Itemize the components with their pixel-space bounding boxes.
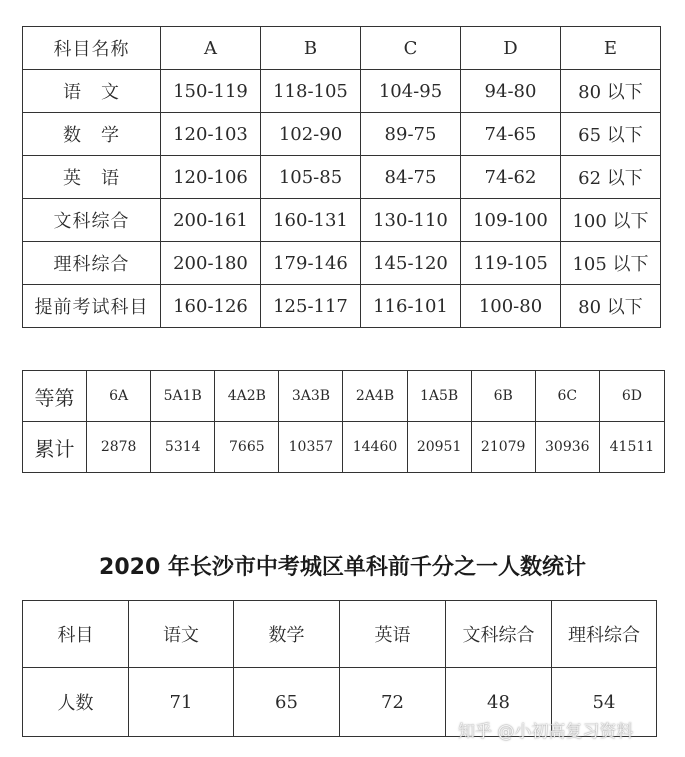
count-row xyxy=(23,422,665,473)
header-cell: B xyxy=(261,27,361,70)
grade-cell: 6C xyxy=(535,371,599,422)
count-cell: 10357 xyxy=(279,422,343,473)
table-cell: 80 以下 xyxy=(561,285,661,328)
grade-cell: 5A1B xyxy=(151,371,215,422)
table-cell: 80 以下 xyxy=(561,70,661,113)
row-label: 语 文 xyxy=(23,70,161,113)
subject-row xyxy=(23,601,657,668)
count-cell: 7665 xyxy=(215,422,279,473)
table-cell: 100 以下 xyxy=(561,199,661,242)
row-label: 数 学 xyxy=(23,113,161,156)
table-row xyxy=(23,156,661,199)
count-cell: 48 xyxy=(446,668,552,737)
table-cell: 102-90 xyxy=(261,113,361,156)
count-cell: 54 xyxy=(552,668,657,737)
count-cell: 21079 xyxy=(471,422,535,473)
row-label: 文科综合 xyxy=(23,199,161,242)
table-cell: 84-75 xyxy=(361,156,461,199)
header-cell: E xyxy=(561,27,661,70)
grade-cell: 2A4B xyxy=(343,371,407,422)
subject-cell: 英语 xyxy=(340,601,446,668)
count-cell: 14460 xyxy=(343,422,407,473)
subject-cell: 文科综合 xyxy=(446,601,552,668)
count-cell: 41511 xyxy=(599,422,664,473)
table-cell: 145-120 xyxy=(361,242,461,285)
table-cell: 105-85 xyxy=(261,156,361,199)
row-label: 理科综合 xyxy=(23,242,161,285)
grade-cell: 6B xyxy=(471,371,535,422)
table-cell: 130-110 xyxy=(361,199,461,242)
table-cell: 120-103 xyxy=(161,113,261,156)
watermark: 知乎 @小初高复习资料 xyxy=(458,722,634,742)
table-row xyxy=(23,199,661,242)
table-cell: 200-180 xyxy=(161,242,261,285)
grade-row xyxy=(23,371,665,422)
table-header-row xyxy=(23,27,661,70)
row-label: 提前考试科目 xyxy=(23,285,161,328)
table-cell: 118-105 xyxy=(261,70,361,113)
table-cell: 125-117 xyxy=(261,285,361,328)
table-cell: 105 以下 xyxy=(561,242,661,285)
grade-cell: 6D xyxy=(599,371,664,422)
table-cell: 200-161 xyxy=(161,199,261,242)
subject-cell: 数学 xyxy=(234,601,340,668)
count-cell: 71 xyxy=(129,668,234,737)
count-cell: 20951 xyxy=(407,422,471,473)
count-cell: 72 xyxy=(340,668,446,737)
header-cell: C xyxy=(361,27,461,70)
count-cell: 5314 xyxy=(151,422,215,473)
section-title: 2020 年长沙市中考城区单科前千分之一人数统计 xyxy=(99,555,586,580)
table-row xyxy=(23,242,661,285)
table-cell: 109-100 xyxy=(461,199,561,242)
cumulative-count-table xyxy=(22,370,665,473)
table-cell: 119-105 xyxy=(461,242,561,285)
count-cell: 65 xyxy=(234,668,340,737)
row-label: 科目 xyxy=(23,601,129,668)
header-cell: 科目名称 xyxy=(23,27,161,70)
table-row xyxy=(23,70,661,113)
table-cell: 94-80 xyxy=(461,70,561,113)
table-cell: 62 以下 xyxy=(561,156,661,199)
row-label: 英 语 xyxy=(23,156,161,199)
table-cell: 160-126 xyxy=(161,285,261,328)
table-row xyxy=(23,285,661,328)
subject-cell: 理科综合 xyxy=(552,601,657,668)
count-cell: 30936 xyxy=(535,422,599,473)
grade-cell: 6A xyxy=(87,371,151,422)
table-cell: 116-101 xyxy=(361,285,461,328)
header-cell: A xyxy=(161,27,261,70)
table-cell: 65 以下 xyxy=(561,113,661,156)
grade-range-table xyxy=(22,26,661,328)
grade-cell: 3A3B xyxy=(279,371,343,422)
table-cell: 74-62 xyxy=(461,156,561,199)
table-row xyxy=(23,113,661,156)
table-cell: 74-65 xyxy=(461,113,561,156)
table-cell: 150-119 xyxy=(161,70,261,113)
table-cell: 89-75 xyxy=(361,113,461,156)
table-cell: 179-146 xyxy=(261,242,361,285)
grade-cell: 4A2B xyxy=(215,371,279,422)
row-label: 人数 xyxy=(23,668,129,737)
row-label: 等第 xyxy=(23,371,87,422)
table-cell: 104-95 xyxy=(361,70,461,113)
count-cell: 2878 xyxy=(87,422,151,473)
row-label: 累计 xyxy=(23,422,87,473)
header-cell: D xyxy=(461,27,561,70)
table-cell: 120-106 xyxy=(161,156,261,199)
subject-cell: 语文 xyxy=(129,601,234,668)
table-cell: 160-131 xyxy=(261,199,361,242)
grade-cell: 1A5B xyxy=(407,371,471,422)
table-cell: 100-80 xyxy=(461,285,561,328)
